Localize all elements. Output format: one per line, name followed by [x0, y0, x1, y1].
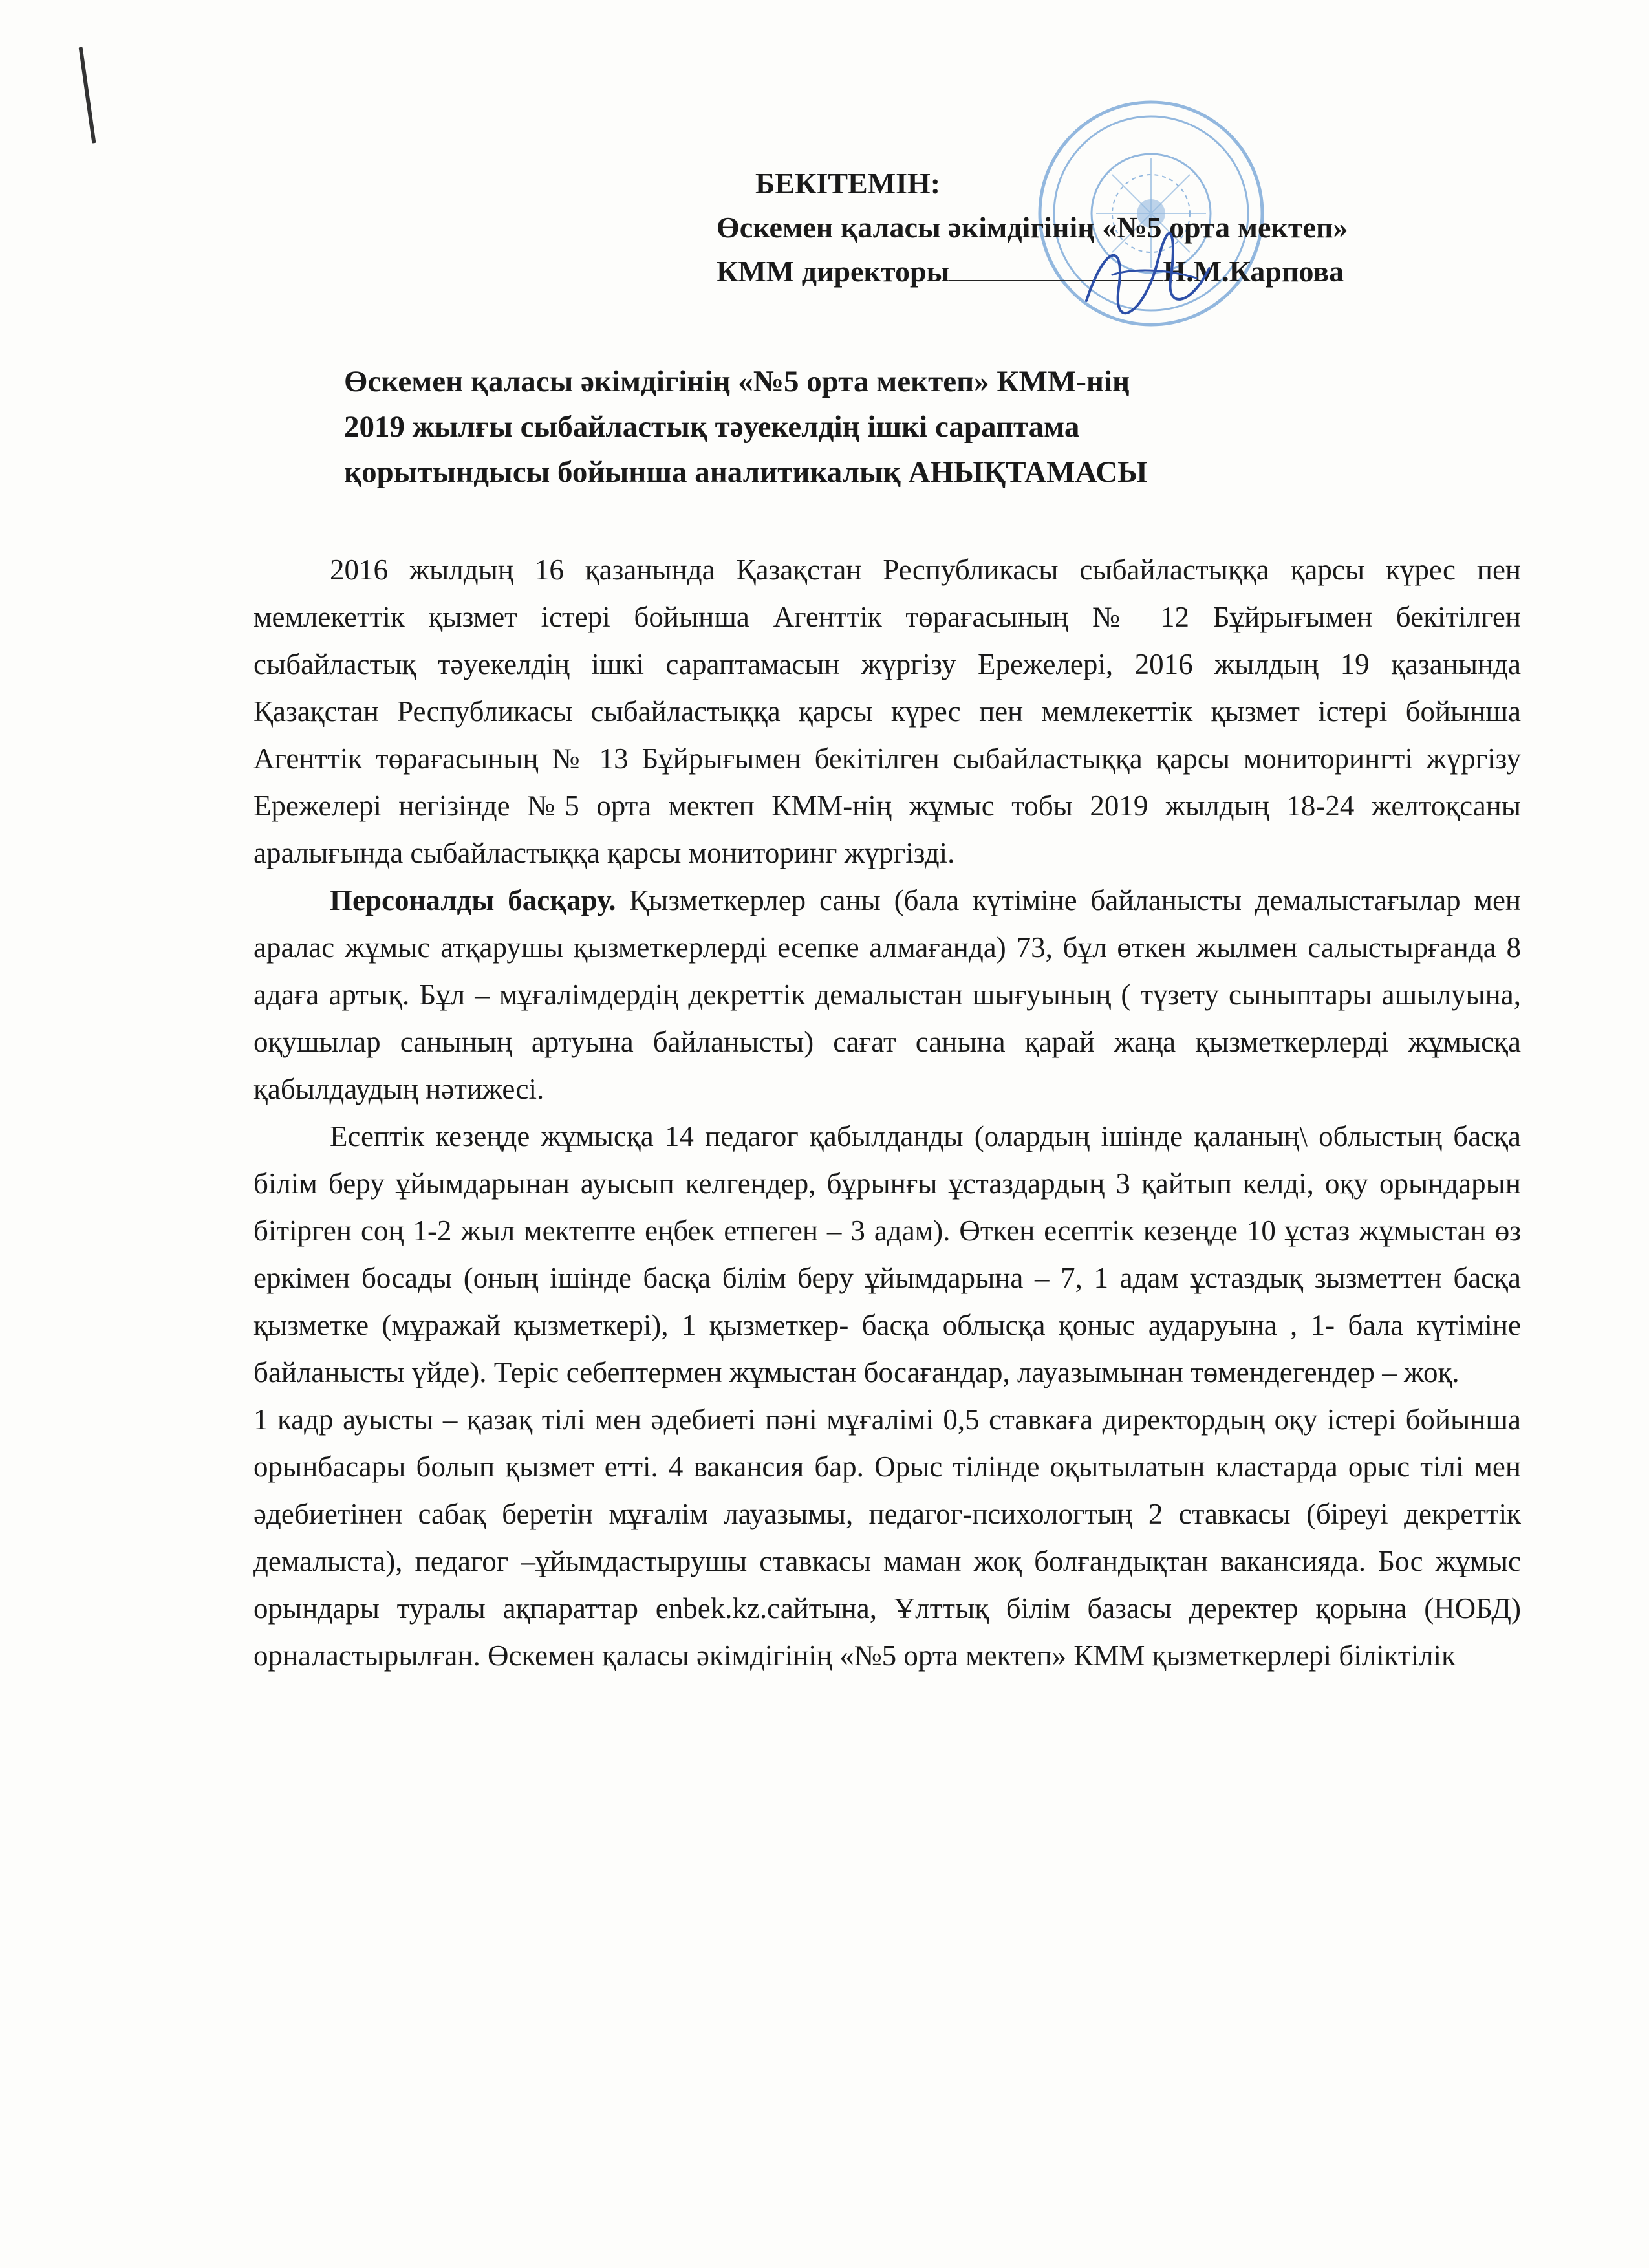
title-line-2: 2019 жылғы сыбайластық тәуекелдің ішкі сараптама	[344, 410, 1080, 444]
approval-organization: Өскемен қаласы әкімдігінің «№5 орта мектеп»	[717, 211, 1348, 244]
approval-heading: БЕКІТЕМІН:	[755, 167, 941, 200]
document-body	[253, 546, 1521, 1679]
title-line-3: қорытындысы бойынша аналитикалық АНЫҚТАМАСЫ	[344, 455, 1148, 489]
personnel-heading: Персоналды басқару.	[330, 884, 616, 916]
paragraph-legal-basis: 2016 жылдың 16 қазанында Қазақстан Республикасы сыбайластыққа қарсы күрес пен мемлекеттік қызмет істері бойынша Агенттік төрағасының № 12 Бұйрығымен бекітілген сыбайластық тәуекелдің ішкі сараптамасын жүргізу Ережелері, 2016 жылдың 19 қазанында Қазақстан Республикасы сыбайластыққа қарсы күрес пен мемлекеттік қызмет істері бойынша Агенттік төрағасының № 13 Бұйрығымен бекітілген сыбайластыққа қарсы мониторингті жүргізу Ережелері негізінде №5 орта мектеп КММ-нің жұмыс тобы 2019 жылдың 18-24 желтоқсаны аралығында сыбайластыққа қарсы мониторинг жүргізді.	[253, 554, 1521, 869]
personnel-text: Қызметкерлер саны (бала күтіміне байланысты демалыстағылар мен аралас жұмыс атқарушы қызметкерлерді есепке алмағанда) 73, бұл өткен жылмен салыстырғанда 8 адаға артық. Бұл – мұғалімдердің декреттік демалыстан шығуының ( түзету сыныптары ашылуына, оқушылар санының артуына байланысты) сағат санына қарай жаңа қызметкерлерді жұмысқа қабылдаудың нәтижесі.	[253, 884, 1521, 1105]
paragraph-vacancies: 1 кадр ауысты – қазақ тілі мен әдебиеті пәні мұғалімі 0,5 ставкаға директордың оқу істері бойынша орынбасары болып қызмет етті. 4 вакансия бар. Орыс тілінде оқытылатын кластарда орыс тілі мен әдебиетінен сабақ беретін мұғалім лауазымы, педагог-психологтың 2 ставкасы (біреуі декреттік демалыста), педагог –ұйымдастырушы ставкасы маман жоқ болғандықтан вакансияда. Бос жұмыс орындары туралы ақпараттар enbek.kz.сайтына, Ұлттық білім базасы деректер қорына (НОБД) орналастырылған. Өскемен қаласы әкімдігінің «№5 орта мектеп» КММ қызметкерлері біліктілік	[253, 1403, 1521, 1672]
approval-position: КММ директоры	[717, 255, 950, 288]
paragraph-hiring: Есептік кезеңде жұмысқа 14 педагог қабылданды (олардың ішінде қаланың\ облыстың басқа білім беру ұйымдарынан ауысып келгендер, бұрынғы ұстаздардың 3 қайтып келді, оқу орындарын бітірген соң 1-2 жыл мектепте еңбек етпеген – 3 адам). Өткен есептік кезеңде 10 ұстаз жұмыстан өз еркімен босады (оның ішінде басқа білім беру ұйымдарына – 7, 1 адам ұстаздық зызметтен басқа қызметке (мұражай қызметкері), 1 қызметкер- басқа облысқа қоныс аударуына , 1- бала күтіміне байланысты үйде). Теріс себептермен жұмыстан босағандар, лауазымынан төмендегендер – жоқ.	[253, 1120, 1521, 1388]
approval-name: Н.М.Карпова	[1163, 255, 1344, 288]
title-line-1: Өскемен қаласы әкімдігінің «№5 орта мектеп» КММ-нің	[344, 365, 1130, 398]
paragraph-personnel	[253, 877, 1521, 1113]
scan-mark	[79, 47, 96, 143]
document-title	[344, 359, 1443, 495]
handwritten-signature-icon	[1067, 230, 1229, 327]
